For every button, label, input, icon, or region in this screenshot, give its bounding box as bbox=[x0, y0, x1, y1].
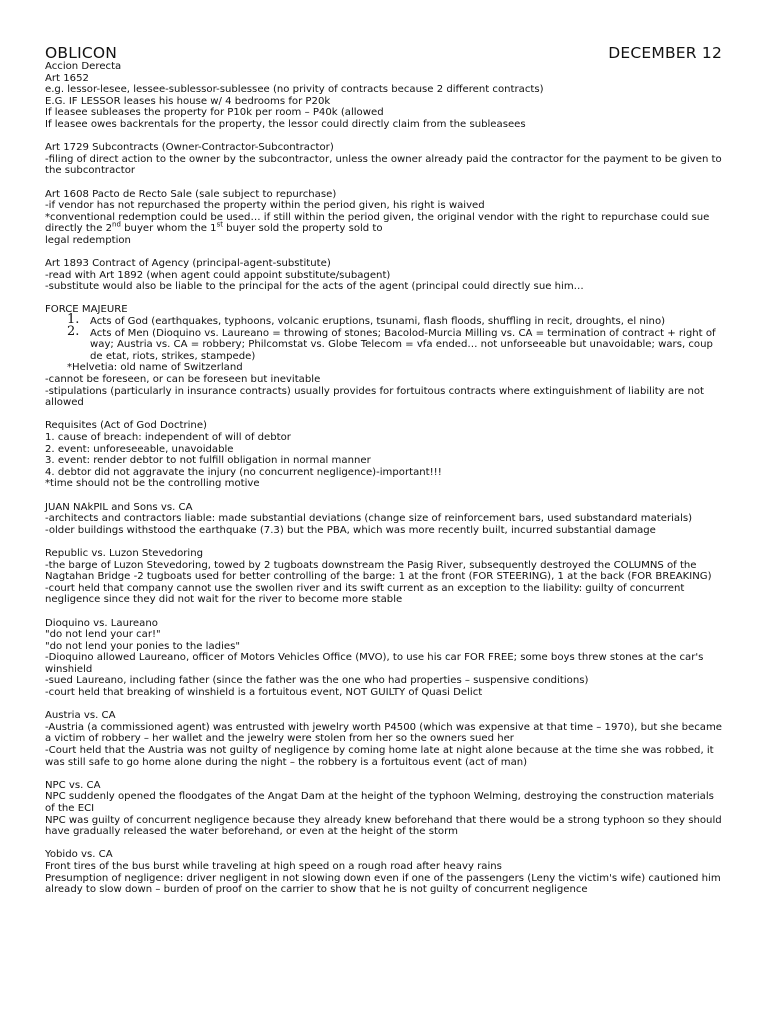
section-accion-derecta bbox=[45, 61, 725, 131]
text-line: Dioquino vs. Laureano bbox=[45, 617, 158, 629]
text-fragment: buyer sold the property sold to bbox=[222, 223, 383, 235]
text-line: Art 1608 Pacto de Recto Sale (sale subject to repurchase) bbox=[45, 188, 337, 200]
text-line: *Helvetia: old name of Switzerland bbox=[67, 362, 243, 374]
text-line: If leasee owes backrentals for the property, the lessor could directly claim from the subleasees bbox=[45, 118, 526, 130]
text-line: winshield bbox=[45, 663, 93, 675]
text-line: allowed bbox=[45, 397, 84, 409]
text-line: *conventional redemption could be used… if still within the period given, the original vendor with the right to repurchase could sue bbox=[45, 211, 710, 223]
text-line: 3. event: render debtor to not fulfill obligation in normal manner bbox=[45, 455, 371, 467]
text-line: have gradually released the water beforehand, or even at the height of the storm bbox=[45, 826, 458, 838]
text-line: negligence since they did not wait for the river to become more stable bbox=[45, 594, 403, 606]
section-art-1608 bbox=[45, 189, 725, 247]
text-fragment: buyer whom the 1 bbox=[120, 223, 217, 235]
list-item-text: Acts of Men (Dioquino vs. Laureano = throwing of stones; Bacolod-Murcia Milling vs. CA = termination of contract + right of way; Austria vs. CA = robbery; Philcomstat vs. Globe Telecom = vfa ended… not unforseeable but unavoidable; wars, coup de etat, riots, strikes, stampede) bbox=[90, 327, 716, 362]
text-line: -sued Laureano, including father (since the father was the one who had properties – suspensive conditions) bbox=[45, 675, 589, 687]
document-date: DECEMBER 12 bbox=[608, 44, 722, 62]
section-heading: FORCE MAJEURE bbox=[45, 304, 128, 316]
text-line: a victim of robbery – her wallet and the jewelry were stolen from her so the owners sued her bbox=[45, 733, 514, 745]
section-npc bbox=[45, 780, 725, 838]
document-body bbox=[45, 61, 725, 896]
text-line: Presumption of negligence: driver negligent in not slowing down even if one of the passengers (Leny the victim's wife) cautioned him bbox=[45, 872, 721, 884]
text-line: 4. debtor did not aggravate the injury (no concurrent negligence)-important!!! bbox=[45, 466, 442, 478]
text-line: NPC was guilty of concurrent negligence because they already knew beforehand that there would be a strong typhoon so they should bbox=[45, 814, 722, 826]
section-republic bbox=[45, 548, 725, 606]
text-line: -read with Art 1892 (when agent could appoint substitute/subagent) bbox=[45, 269, 391, 281]
numbered-list bbox=[45, 312, 725, 362]
text-fragment: directly the 2 bbox=[45, 223, 113, 235]
text-line: e.g. lessor-lesee, lessee-sublessor-sublessee (no privity of contracts because 2 different contracts) bbox=[45, 84, 544, 96]
text-line: -older buildings withstood the earthquake (7.3) but the PBA, which was more recently built, incurred substantial damage bbox=[45, 524, 656, 536]
section-requisites bbox=[45, 420, 725, 490]
text-line: -Dioquino allowed Laureano, officer of Motors Vehicles Office (MVO), to use his car FOR FREE; some boys threw stones at the car's bbox=[45, 652, 704, 664]
text-line: Art 1652 bbox=[45, 72, 89, 84]
text-line: -the barge of Luzon Stevedoring, towed by 2 tugboats downstream the Pasig River, subsequently destroyed the COLUMNS of the bbox=[45, 559, 697, 571]
text-line: NPC suddenly opened the floodgates of the Angat Dam at the height of the typhoon Welming, destroying the construction materials bbox=[45, 791, 714, 803]
text-line: Front tires of the bus burst while traveling at high speed on a rough road after heavy rains bbox=[45, 860, 502, 872]
section-art-1729 bbox=[45, 142, 725, 177]
text-line: -Court held that the Austria was not guilty of negligence by coming home late at night alone because at the time she was robbed, it bbox=[45, 745, 714, 757]
text-line: Republic vs. Luzon Stevedoring bbox=[45, 547, 204, 559]
section-austria bbox=[45, 710, 725, 768]
text-line bbox=[45, 220, 725, 235]
text-line: "do not lend your car!" bbox=[45, 629, 161, 641]
list-item bbox=[45, 312, 725, 328]
section-force-majeure bbox=[45, 304, 725, 408]
text-line: -if vendor has not repurchased the property within the period given, his right is waived bbox=[45, 200, 485, 212]
section-dioquino bbox=[45, 618, 725, 699]
text-line: 2. event: unforeseeable, unavoidable bbox=[45, 443, 234, 455]
text-line: Art 1729 Subcontracts (Owner-Contractor-Subcontractor) bbox=[45, 142, 334, 154]
text-line: -court held that company cannot use the swollen river and its swift current as an exception to the liability: guilty of concurrent bbox=[45, 582, 685, 594]
text-line: -architects and contractors liable: made substantial deviations (change size of reinforcement bars, used substandard materials) bbox=[45, 513, 693, 525]
text-line: -cannot be foreseen, or can be foreseen but inevitable bbox=[45, 374, 321, 386]
text-line: "do not lend your ponies to the ladies" bbox=[45, 640, 240, 652]
superscript: nd bbox=[112, 220, 121, 229]
text-line: already to slow down – burden of proof on the carrier to show that he is not guilty of concurrent negligence bbox=[45, 884, 588, 896]
text-line: Requisites (Act of God Doctrine) bbox=[45, 420, 207, 432]
text-line: JUAN NAkPIL and Sons vs. CA bbox=[45, 501, 193, 513]
text-line: -substitute would also be liable to the principal for the acts of the agent (principal could directly sue him… bbox=[45, 281, 584, 293]
section-juan-nakpil bbox=[45, 502, 725, 537]
text-line: Nagtahan Bridge -2 tugboats used for better controlling of the barge: 1 at the front (FOR STEERING), 1 at the back (FOR BREAKING) bbox=[45, 571, 712, 583]
list-number: 1. bbox=[67, 312, 80, 328]
text-line: *time should not be the controlling motive bbox=[45, 478, 260, 490]
section-art-1893 bbox=[45, 258, 725, 293]
text-line: E.G. IF LESSOR leases his house w/ 4 bedrooms for P20k bbox=[45, 95, 331, 107]
text-line: Art 1893 Contract of Agency (principal-agent-substitute) bbox=[45, 258, 331, 270]
text-line: was still safe to go home alone during the night – the robbery is a fortuitous event (act of man) bbox=[45, 756, 528, 768]
document-title: OBLICON bbox=[45, 44, 118, 62]
list-item bbox=[45, 323, 725, 363]
text-line: of the ECI bbox=[45, 803, 95, 814]
text-line: -court held that breaking of winshield is a fortuitous event, NOT GUILTY of Quasi Delict bbox=[45, 687, 483, 699]
text-line: the subcontractor bbox=[45, 165, 136, 177]
text-line: NPC vs. CA bbox=[45, 779, 101, 791]
text-line: If leasee subleases the property for P10k per room – P40k (allowed bbox=[45, 107, 384, 119]
text-line: -Austria (a commissioned agent) was entrusted with jewelry worth P4500 (which was expensive at that time – 1970), but she became bbox=[45, 721, 723, 733]
text-line: legal redemption bbox=[45, 234, 131, 246]
text-line: -filing of direct action to the owner by the subcontractor, unless the owner already paid the contractor for the payment to be given to bbox=[45, 153, 722, 165]
superscript: st bbox=[216, 220, 223, 229]
text-line: Accion Derecta bbox=[45, 61, 122, 72]
section-yobido bbox=[45, 849, 725, 895]
list-item-text: Acts of God (earthquakes, typhoons, volcanic eruptions, tsunami, flash floods, shuffling in recit, droughts, el nino) bbox=[90, 316, 666, 328]
text-line: -stipulations (particularly in insurance contracts) usually provides for fortuitous contracts where extinguishment of liability are not bbox=[45, 385, 704, 397]
text-line: Yobido vs. CA bbox=[45, 849, 113, 861]
text-line: Austria vs. CA bbox=[45, 710, 116, 722]
list-number: 2. bbox=[67, 323, 80, 339]
text-line: 1. cause of breach: independent of will of debtor bbox=[45, 432, 291, 443]
